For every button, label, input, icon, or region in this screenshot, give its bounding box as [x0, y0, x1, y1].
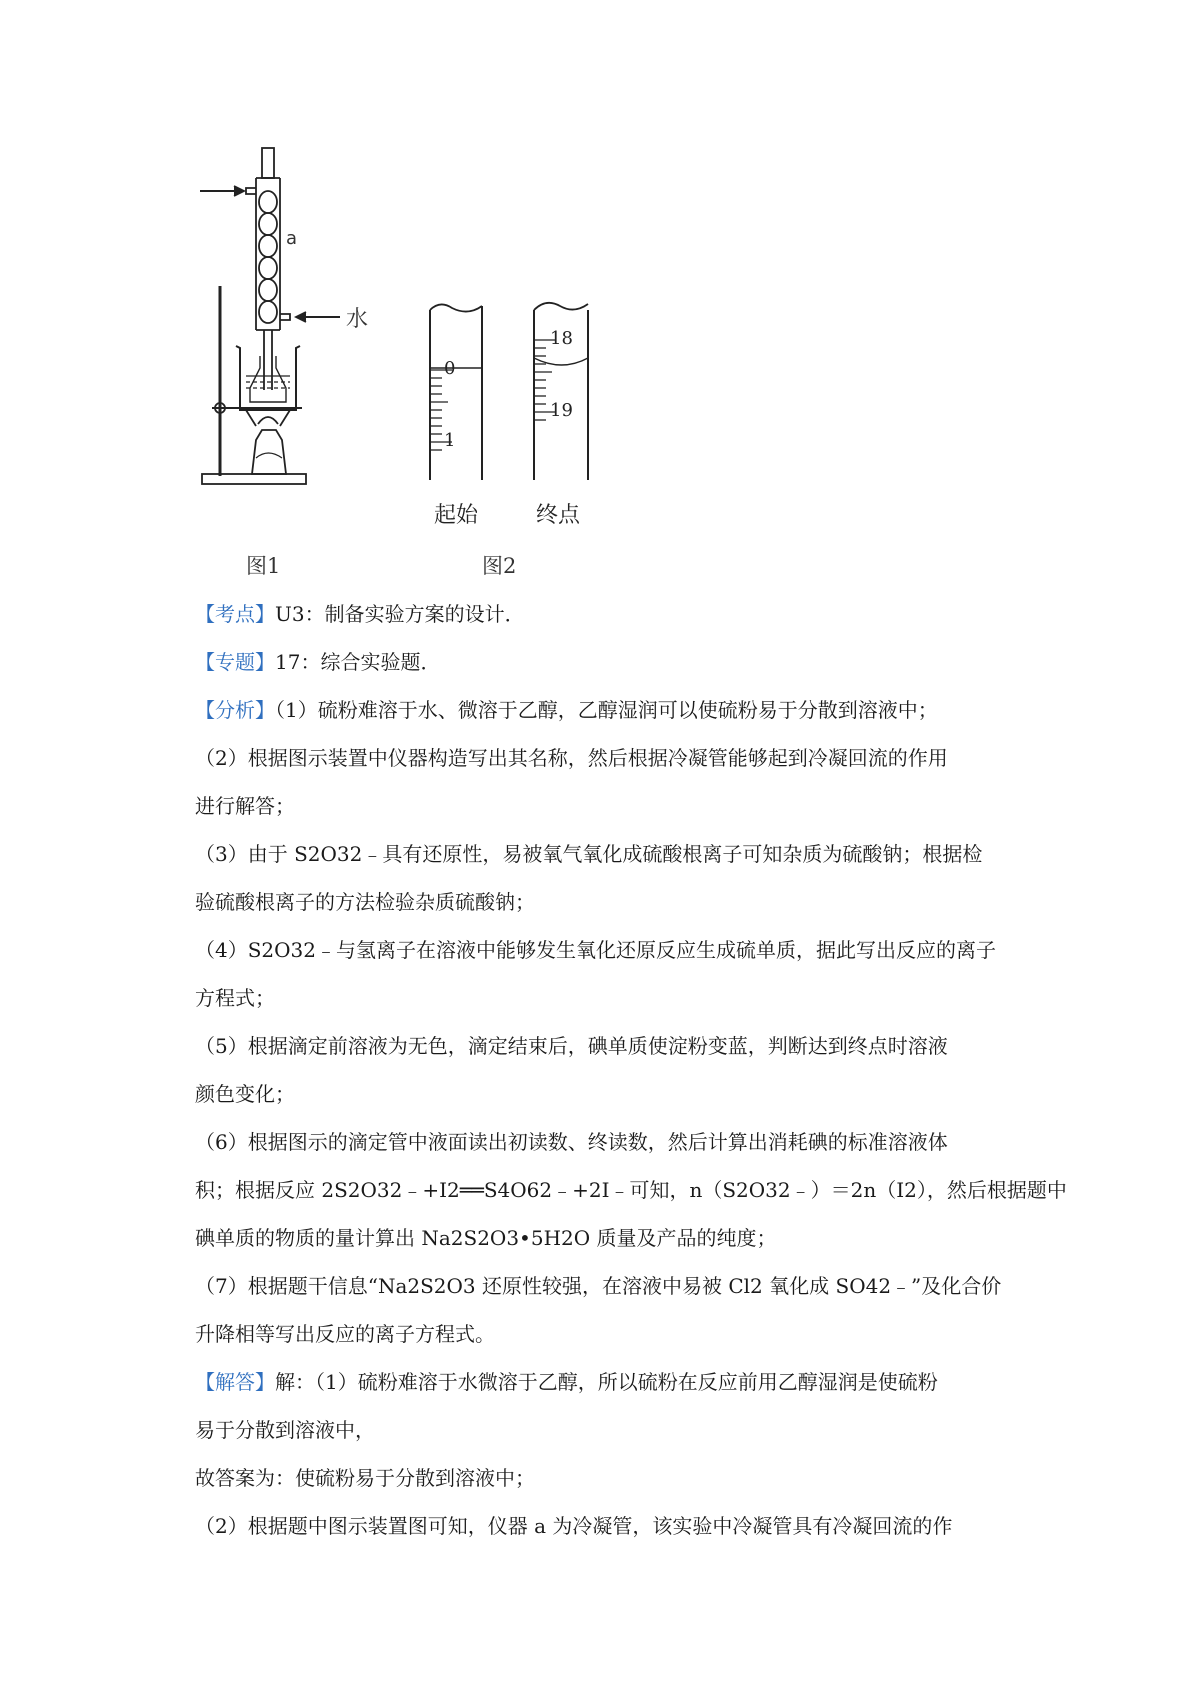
line-fenxi-6: （4）S2O32﹣与氢离子在溶液中能够发生氧化还原反应生成硫单质，据此写出反应的离子 — [195, 938, 996, 962]
tick-start-0: 0 — [444, 358, 456, 379]
figure-area — [190, 140, 650, 590]
text-fenxi-1: （1）硫粉难溶于水、微溶于乙醇，乙醇湿润可以使硫粉易于分散到溶液中； — [275, 698, 938, 722]
text-jieda-1: 解：（1）硫粉难溶于水微溶于乙醇，所以硫粉在反应前用乙醇湿润是使硫粉 — [275, 1370, 938, 1394]
condenser-label: a — [286, 228, 298, 249]
tag-fenxi: 【分析】 — [195, 698, 275, 722]
text-zhuanti: 17：综合实验题． — [275, 650, 441, 674]
line-fenxi-12: 碘单质的物质的量计算出 Na2S2O3•5H2O 质量及产品的纯度； — [195, 1226, 777, 1250]
text-kaodian: U3：制备实验方案的设计． — [275, 602, 525, 626]
caption-end: 终点 — [536, 503, 581, 528]
line-fenxi-2: （2）根据图示装置中仪器构造写出其名称，然后根据冷凝管能够起到冷凝回流的作用 — [195, 746, 948, 770]
line-jieda-2: 易于分散到溶液中， — [195, 1418, 375, 1442]
figure-1-label: 图1 — [246, 554, 281, 578]
line-fenxi-14: 升降相等写出反应的离子方程式。 — [195, 1322, 495, 1346]
caption-start: 起始 — [434, 503, 479, 528]
tag-kaodian: 【考点】 — [195, 602, 275, 626]
line-jieda-1 — [195, 1358, 1035, 1406]
line-fenxi-7: 方程式； — [195, 986, 275, 1010]
tag-jieda: 【解答】 — [195, 1370, 275, 1394]
line-fenxi-1 — [195, 686, 1035, 734]
tag-zhuanti: 【专题】 — [195, 650, 275, 674]
line-fenxi-5: 验硫酸根离子的方法检验杂质硫酸钠； — [195, 890, 535, 914]
line-fenxi-9: 颜色变化； — [195, 1082, 295, 1106]
apparatus-diagram — [190, 140, 650, 560]
line-fenxi-11: 积；根据反应 2S2O32﹣+I2══S4O62﹣+2I﹣可知，n（S2O32﹣）＝2n（I2），然后根据题中 — [195, 1178, 1067, 1202]
tick-end-19: 19 — [550, 400, 573, 421]
tick-end-18: 18 — [550, 328, 573, 349]
water-label: 水 — [346, 307, 369, 332]
figure-2-label: 图2 — [482, 554, 517, 578]
line-jieda-4: （2）根据题中图示装置图可知，仪器 a 为冷凝管，该实验中冷凝管具有冷凝回流的作 — [195, 1514, 953, 1538]
solution-text — [195, 590, 1067, 1550]
line-jieda-3: 故答案为：使硫粉易于分散到溶液中； — [195, 1466, 535, 1490]
line-fenxi-10: （6）根据图示的滴定管中液面读出初读数、终读数，然后计算出消耗碘的标准溶液体 — [195, 1130, 948, 1154]
tick-start-1: 1 — [444, 430, 456, 451]
line-zhuanti — [195, 638, 1035, 686]
line-kaodian — [195, 590, 1035, 638]
line-fenxi-4: （3）由于 S2O32﹣具有还原性，易被氧气氧化成硫酸根离子可知杂质为硫酸钠；根据检 — [195, 842, 983, 866]
line-fenxi-13: （7）根据题干信息“Na2S2O3 还原性较强，在溶液中易被 Cl2 氧化成 SO42﹣”及化合价 — [195, 1274, 1002, 1298]
line-fenxi-3: 进行解答； — [195, 794, 295, 818]
line-fenxi-8: （5）根据滴定前溶液为无色，滴定结束后，碘单质使淀粉变蓝，判断达到终点时溶液 — [195, 1034, 948, 1058]
